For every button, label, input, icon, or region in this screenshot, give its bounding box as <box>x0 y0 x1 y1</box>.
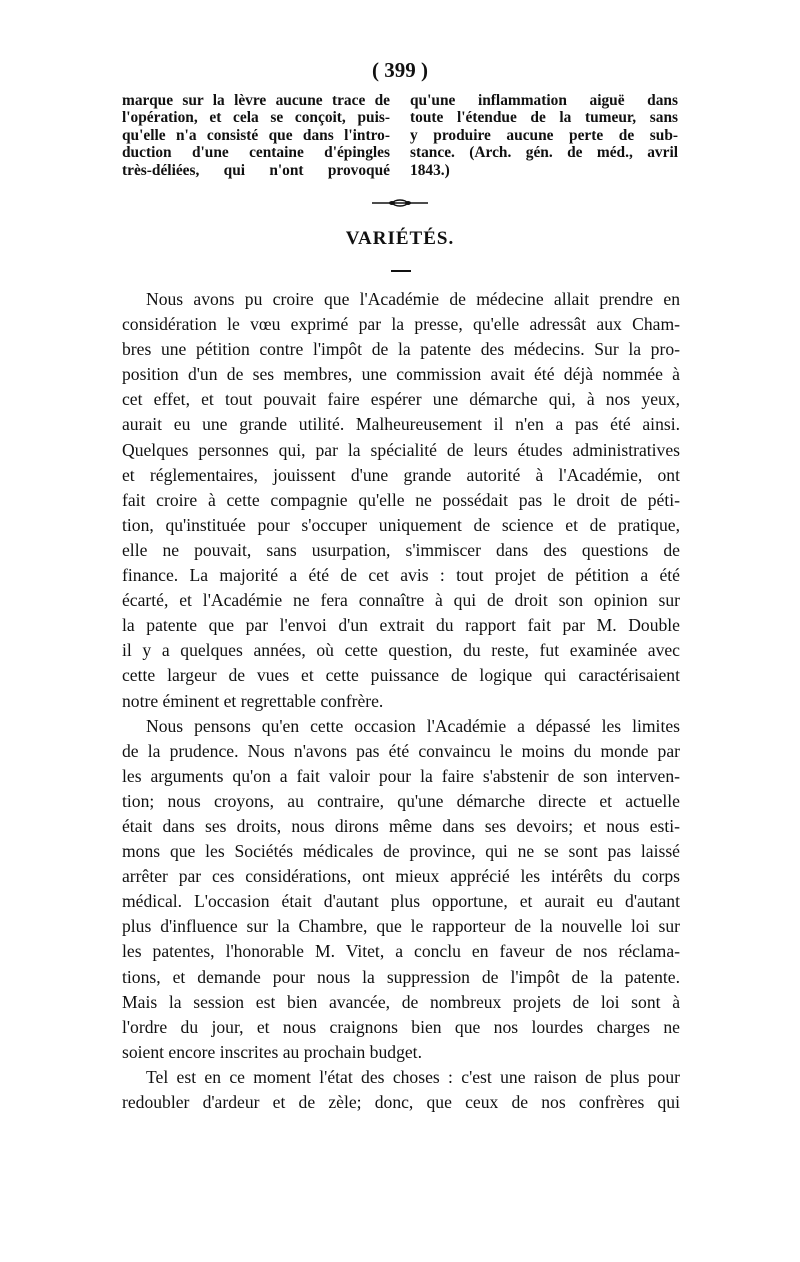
paragraph-line: Quelques personnes qui, par la spécialité de leurs études administratives <box>122 439 680 460</box>
page-number: ( 399 ) <box>372 58 428 82</box>
paragraph-line: tions, et demande pour nous la suppression de l'impôt de la patente. <box>122 966 680 987</box>
paragraph-line: arrêter par ces considérations, ont mieux apprécié les intérêts du corps <box>122 866 680 887</box>
paragraph-line: Mais la session est bien avancée, de nombreux projets de loi sont à <box>122 991 680 1012</box>
right-column-line: toute l'étendue de la tumeur, sans <box>410 109 678 127</box>
paragraph-line: redoubler d'ardeur et de zèle; donc, que ceux de nos confrères qui <box>122 1092 680 1112</box>
paragraph-line: les patentes, l'honorable M. Vitet, a conclu en faveur de nos réclama- <box>122 941 680 962</box>
paragraph-line: de la prudence. Nous n'avons pas été convaincu le moins du monde par <box>122 740 680 761</box>
section-title: VARIÉTÉS. <box>345 228 455 249</box>
right-column <box>410 92 678 179</box>
paragraph-line: aurait eu une grande utilité. Malheureusement il n'en a pas été ainsi. <box>122 414 680 435</box>
left-column-line: l'opération, et cela se conçoit, puis- <box>122 109 390 127</box>
paragraph-line: soient encore inscrites au prochain budget. <box>122 1041 422 1062</box>
section-dash <box>391 270 411 272</box>
left-column-line: marque sur la lèvre aucune trace de <box>122 92 390 109</box>
left-column-line: très-déliées, qui n'ont provoqué <box>122 161 390 179</box>
body-text <box>122 287 680 1115</box>
paragraph-line: bres une pétition contre l'impôt de la patente des médecins. Sur la pro- <box>122 339 680 360</box>
paragraph-line: elle ne pouvait, sans usurpation, s'immiscer dans des questions de <box>122 539 680 560</box>
paragraph-line: fait croire à cette compagnie qu'elle ne possédait pas le droit de péti- <box>122 489 680 510</box>
paragraph-line: l'ordre du jour, et nous craignons bien que nos lourdes charges ne <box>122 1016 680 1037</box>
paragraph-line: finance. La majorité a été de cet avis : tout projet de pétition a été <box>122 565 680 586</box>
right-column-line: y produire aucune perte de sub- <box>410 126 678 144</box>
paragraph-line: et réglementaires, jouissent d'une grande autorité à l'Académie, ont <box>122 464 680 485</box>
paragraph-line: plus d'influence sur la Chambre, que le rapporteur de la nouvelle loi sur <box>122 916 680 937</box>
right-column-line: 1843.) <box>410 161 450 179</box>
right-column-line: qu'une inflammation aiguë dans <box>410 92 678 109</box>
left-column-line: qu'elle n'a consisté que dans l'intro- <box>122 126 390 144</box>
paragraph-line: cet effet, et tout pouvait faire espérer une démarche qui, à nos yeux, <box>122 389 680 410</box>
paragraph-line: Nous avons pu croire que l'Académie de médecine allait prendre en <box>146 289 680 309</box>
paragraph-line: Tel est en ce moment l'état des choses : c'est une raison de plus pour <box>146 1066 680 1087</box>
paragraph-line: médical. L'occasion était d'autant plus opportune, et aurait eu d'autant <box>122 891 680 912</box>
paragraph-line: il y a quelques années, où cette question, du reste, fut examinée avec <box>122 640 680 661</box>
left-column <box>122 92 390 179</box>
paragraph-line: la patente que par l'envoi d'un extrait du rapport fait par M. Double <box>122 615 680 636</box>
paragraph <box>122 714 680 1065</box>
paragraph-line: tion, qu'instituée pour s'occuper uniquement de science et de pratique, <box>122 514 680 535</box>
paragraph-line: tion; nous croyons, au contraire, qu'une démarche directe et actuelle <box>122 790 680 811</box>
paragraph-line: les arguments qu'on a fait valoir pour la faire s'abstenir de son interven- <box>122 765 680 786</box>
left-column-line: duction d'une centaine d'épingles <box>122 144 390 162</box>
top-columns <box>122 92 678 179</box>
paragraph-line: était dans ses droits, nous dirons même dans ses devoirs; et nous esti- <box>122 815 680 836</box>
right-column-line: stance. (Arch. gén. de méd., avril <box>410 144 678 162</box>
paragraph <box>122 1065 680 1115</box>
paragraph-line: notre éminent et regrettable confrère. <box>122 690 384 711</box>
paragraph-line: considération le vœu exprimé par la presse, qu'elle adressât aux Cham- <box>122 314 680 335</box>
paragraph-line: position d'un de ses membres, une commission avait été déjà nommée à <box>122 364 680 385</box>
paragraph-line: mons que les Sociétés médicales de province, qui ne se sont pas laissé <box>122 841 680 862</box>
paragraph <box>122 287 680 714</box>
ornament-divider-icon <box>372 198 428 208</box>
paragraph-line: cette largeur de vues et cette puissance de logique qui caractérisaient <box>122 665 680 686</box>
paragraph-line: écarté, et l'Académie ne fera connaître à qui de droit son opinion sur <box>122 590 680 611</box>
paragraph-line: Nous pensons qu'en cette occasion l'Académie a dépassé les limites <box>146 715 680 736</box>
